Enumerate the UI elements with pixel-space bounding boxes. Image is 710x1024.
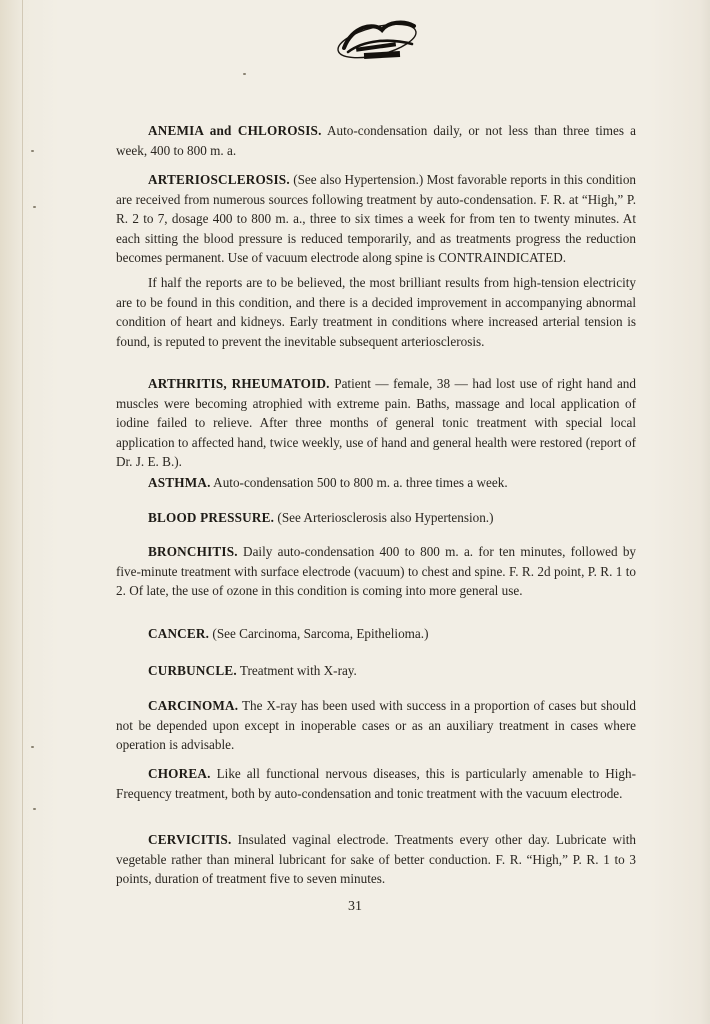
- paper-speck: [33, 808, 36, 810]
- entry-heading: BLOOD PRESSURE.: [148, 510, 275, 525]
- entry-text: If half the reports are to be believed, the most brilliant results from high-tension electricity are to be found in this condition, and there is a decided improvement in accompanying abnormal condition of heart and kidneys. Early treatment in conditions where increased arterial tension is found, is reputed to prevent the inevitable subsequent arteriosclerosis.: [116, 275, 636, 349]
- entry-arthritis: [116, 374, 636, 472]
- entry-chorea: [116, 764, 636, 803]
- entry-anemia: [116, 121, 636, 160]
- entry-bronchitis: [116, 542, 636, 601]
- entry-arteriosclerosis: [116, 170, 636, 268]
- entry-text: Patient — female, 38 — had lost use of right hand and muscles were becoming atrophied with extreme pain. Baths, massage and local application of iodine failed to relieve. After three months of general tonic treatment with special local application to affected hand, twice weekly, use of hand and general health were restored (report of Dr. J. E. B.).: [116, 376, 636, 469]
- entry-text: (See Carcinoma, Sarcoma, Epithelioma.): [212, 626, 429, 641]
- entry-heading: ARTERIOSCLEROSIS.: [148, 172, 290, 187]
- campbell-logo: [334, 18, 420, 64]
- entry-cervicitis: [116, 830, 636, 889]
- entry-text: Like all functional nervous diseases, this is particularly amenable to High-Frequency treatment, both by auto-condensation and tonic treatment with the vacuum electrode.: [116, 766, 637, 801]
- entry-curbuncle: [116, 661, 636, 681]
- entry-text: Auto-condensation daily, or not less than three times a week, 400 to 800 m. a.: [116, 123, 636, 158]
- page-number: 31: [348, 899, 362, 914]
- paper-speck: [243, 73, 246, 75]
- paper-speck: [31, 746, 34, 748]
- entry-cancer: [116, 624, 636, 644]
- entry-heading: CARCINOMA.: [148, 698, 239, 713]
- entry-text: (See Arteriosclerosis also Hypertension.): [277, 510, 494, 525]
- entry-text: Insulated vaginal electrode. Treatments every other day. Lubricate with vegetable rather than mineral lubricant for sake of better conduction. F. R. “High,” P. R. 1 to 3 points, duration of treatment five to seven minutes.: [116, 832, 637, 886]
- entry-heading: CHOREA.: [148, 766, 211, 781]
- entry-carcinoma: [116, 696, 636, 755]
- entry-text: Treatment with X-ray.: [239, 663, 357, 678]
- entry-heading: CERVICITIS.: [148, 832, 232, 847]
- entry-asthma: [116, 473, 636, 493]
- entry-heading: ANEMIA and CHLOROSIS.: [148, 123, 322, 138]
- entry-text: The X-ray has been used with success in a proportion of cases but should not be depended upon except in inoperable cases or as an auxiliary treatment in cases where operation is advisable.: [116, 698, 636, 752]
- entry-heading: ARTHRITIS, RHEUMATOID.: [148, 376, 330, 391]
- entry-arteriosclerosis-continued: [116, 273, 636, 351]
- entry-heading: CURBUNCLE.: [148, 663, 237, 678]
- entry-text: Auto-condensation 500 to 800 m. a. three times a week.: [213, 475, 508, 490]
- entry-text: (See also Hypertension.) Most favorable reports in this condition are received from numerous sources following treatment by auto-condensation. F. R. at “High,” P. R. 2 to 7, dosage 400 to 800 m. a., three to six times a week for from ten to twenty minutes. At each sitting the blood pressure is reduced temporarily, and as treatments progress the reduction becomes permanent. Use of vacuum electrode along spine is CONTRAINDICATED.: [116, 172, 637, 265]
- entry-heading: ASTHMA.: [148, 475, 211, 490]
- entry-heading: BRONCHITIS.: [148, 544, 238, 559]
- entry-heading: CANCER.: [148, 626, 210, 641]
- binding-edge: [22, 0, 23, 1024]
- paper-speck: [31, 150, 34, 152]
- entry-blood-pressure: [116, 508, 636, 528]
- paper-speck: [33, 206, 36, 208]
- entry-text: Daily auto-condensation 400 to 800 m. a. for ten minutes, followed by five-minute treatment with surface electrode (vacuum) to chest and spine. F. R. 2d point, P. R. 1 to 2. Of late, the use of ozone in this condition is coming into more general use.: [116, 544, 637, 598]
